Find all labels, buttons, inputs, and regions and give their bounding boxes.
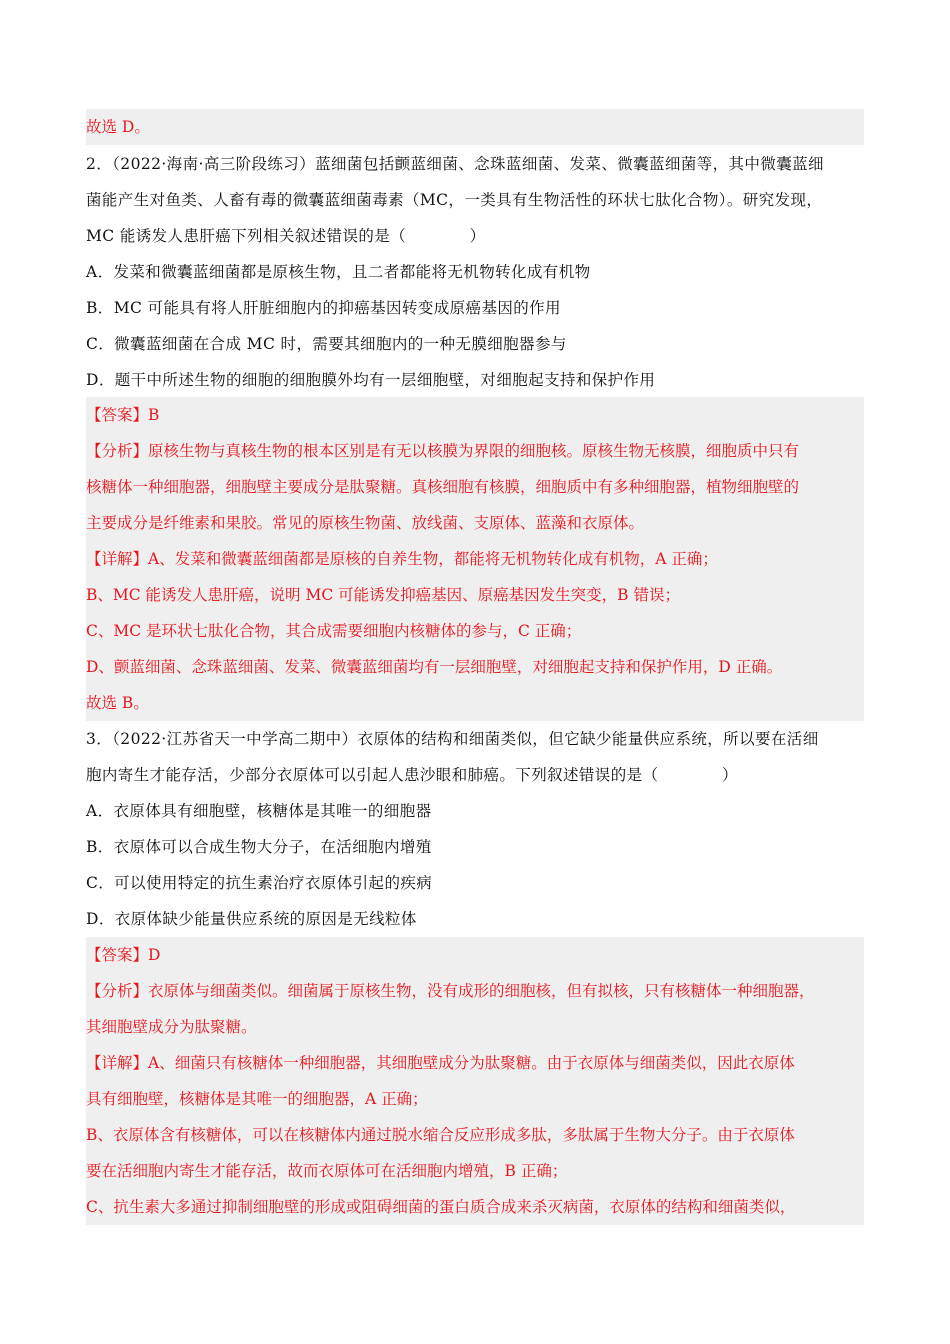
question-line: A．衣原体具有细胞壁，核糖体是其唯一的细胞器 xyxy=(86,802,432,820)
question-line: 菌能产生对鱼类、人畜有毒的微囊蓝细菌毒素（MC，一类具有生物活性的环状七肽化合物）。研究发现， xyxy=(86,191,823,209)
answer-line: 故选 B。 xyxy=(86,685,864,721)
answer-line: 【详解】A、细菌只有核糖体一种细胞器，其细胞壁成分为肽聚糖。由于衣原体与细菌类似，因此衣原体 xyxy=(86,1045,864,1081)
answer-line: C、MC 是环状七肽化合物，其合成需要细胞内核糖体的参与，C 正确； xyxy=(86,613,864,649)
question-line: C．微囊蓝细菌在合成 MC 时，需要其细胞内的一种无膜细胞器参与 xyxy=(86,335,567,353)
answer-line: 要在活细胞内寄生才能存活，故而衣原体可在活细胞内增殖，B 正确； xyxy=(86,1153,864,1189)
question-line: A．发菜和微囊蓝细菌都是原核生物，且二者都能将无机物转化成有机物 xyxy=(86,263,591,281)
question-line: 3．（2022·江苏省天一中学高二期中）衣原体的结构和细菌类似，但它缺少能量供应系统，所以要在活细 xyxy=(86,730,819,748)
question-line: B．衣原体可以合成生物大分子，在活细胞内增殖 xyxy=(86,838,432,856)
answer-line: 【分析】原核生物与真核生物的根本区别是有无以核膜为界限的细胞核。原核生物无核膜，细胞质中只有 xyxy=(86,433,864,469)
answer-line: B、衣原体含有核糖体，可以在核糖体内通过脱水缩合反应形成多肽，多肽属于生物大分子。由于衣原体 xyxy=(86,1117,864,1153)
answer-line: D、颤蓝细菌、念珠蓝细菌、发菜、微囊蓝细菌均有一层细胞壁，对细胞起支持和保护作用，D 正确。 xyxy=(86,649,864,685)
question-line: B．MC 可能具有将人肝脏细胞内的抑癌基因转变成原癌基因的作用 xyxy=(86,299,561,317)
answer-line: 【分析】衣原体与细菌类似。细菌属于原核生物，没有成形的细胞核，但有拟核，只有核糖体一种细胞器， xyxy=(86,973,864,1009)
question-line: D．衣原体缺少能量供应系统的原因是无线粒体 xyxy=(86,910,417,928)
answer-line: 具有细胞壁，核糖体是其唯一的细胞器，A 正确； xyxy=(86,1081,864,1117)
answer-line: 主要成分是纤维素和果胶。常见的原核生物菌、放线菌、支原体、蓝藻和衣原体。 xyxy=(86,505,864,541)
answer-line: 其细胞壁成分为肽聚糖。 xyxy=(86,1009,864,1045)
question-line: C．可以使用特定的抗生素治疗衣原体引起的疾病 xyxy=(86,874,433,892)
answer-line: 【答案】B xyxy=(86,397,864,433)
question-line: 2．（2022·海南·高三阶段练习）蓝细菌包括颤蓝细菌、念珠蓝细菌、发菜、微囊蓝细菌等，其中微囊蓝细 xyxy=(86,155,824,173)
answer-line: 故选 D。 xyxy=(86,109,864,145)
question-line: MC 能诱发人患肝癌下列相关叙述错误的是（ ） xyxy=(86,227,486,245)
answer-line: 【答案】D xyxy=(86,937,864,973)
question-line: D．题干中所述生物的细胞的细胞膜外均有一层细胞壁，对细胞起支持和保护作用 xyxy=(86,371,656,389)
question-line: 胞内寄生才能存活，少部分衣原体可以引起人患沙眼和肺癌。下列叙述错误的是（ ） xyxy=(86,766,738,784)
answer-line: 核糖体一种细胞器，细胞壁主要成分是肽聚糖。真核细胞有核膜，细胞质中有多种细胞器，植物细胞壁的 xyxy=(86,469,864,505)
answer-line: C、抗生素大多通过抑制细胞壁的形成或阻碍细菌的蛋白质合成来杀灭病菌，衣原体的结构和细菌类似， xyxy=(86,1189,864,1225)
answer-line: 【详解】A、发菜和微囊蓝细菌都是原核的自养生物，都能将无机物转化成有机物，A 正确； xyxy=(86,541,864,577)
answer-line: B、MC 能诱发人患肝癌，说明 MC 可能诱发抑癌基因、原癌基因发生突变，B 错误； xyxy=(86,577,864,613)
